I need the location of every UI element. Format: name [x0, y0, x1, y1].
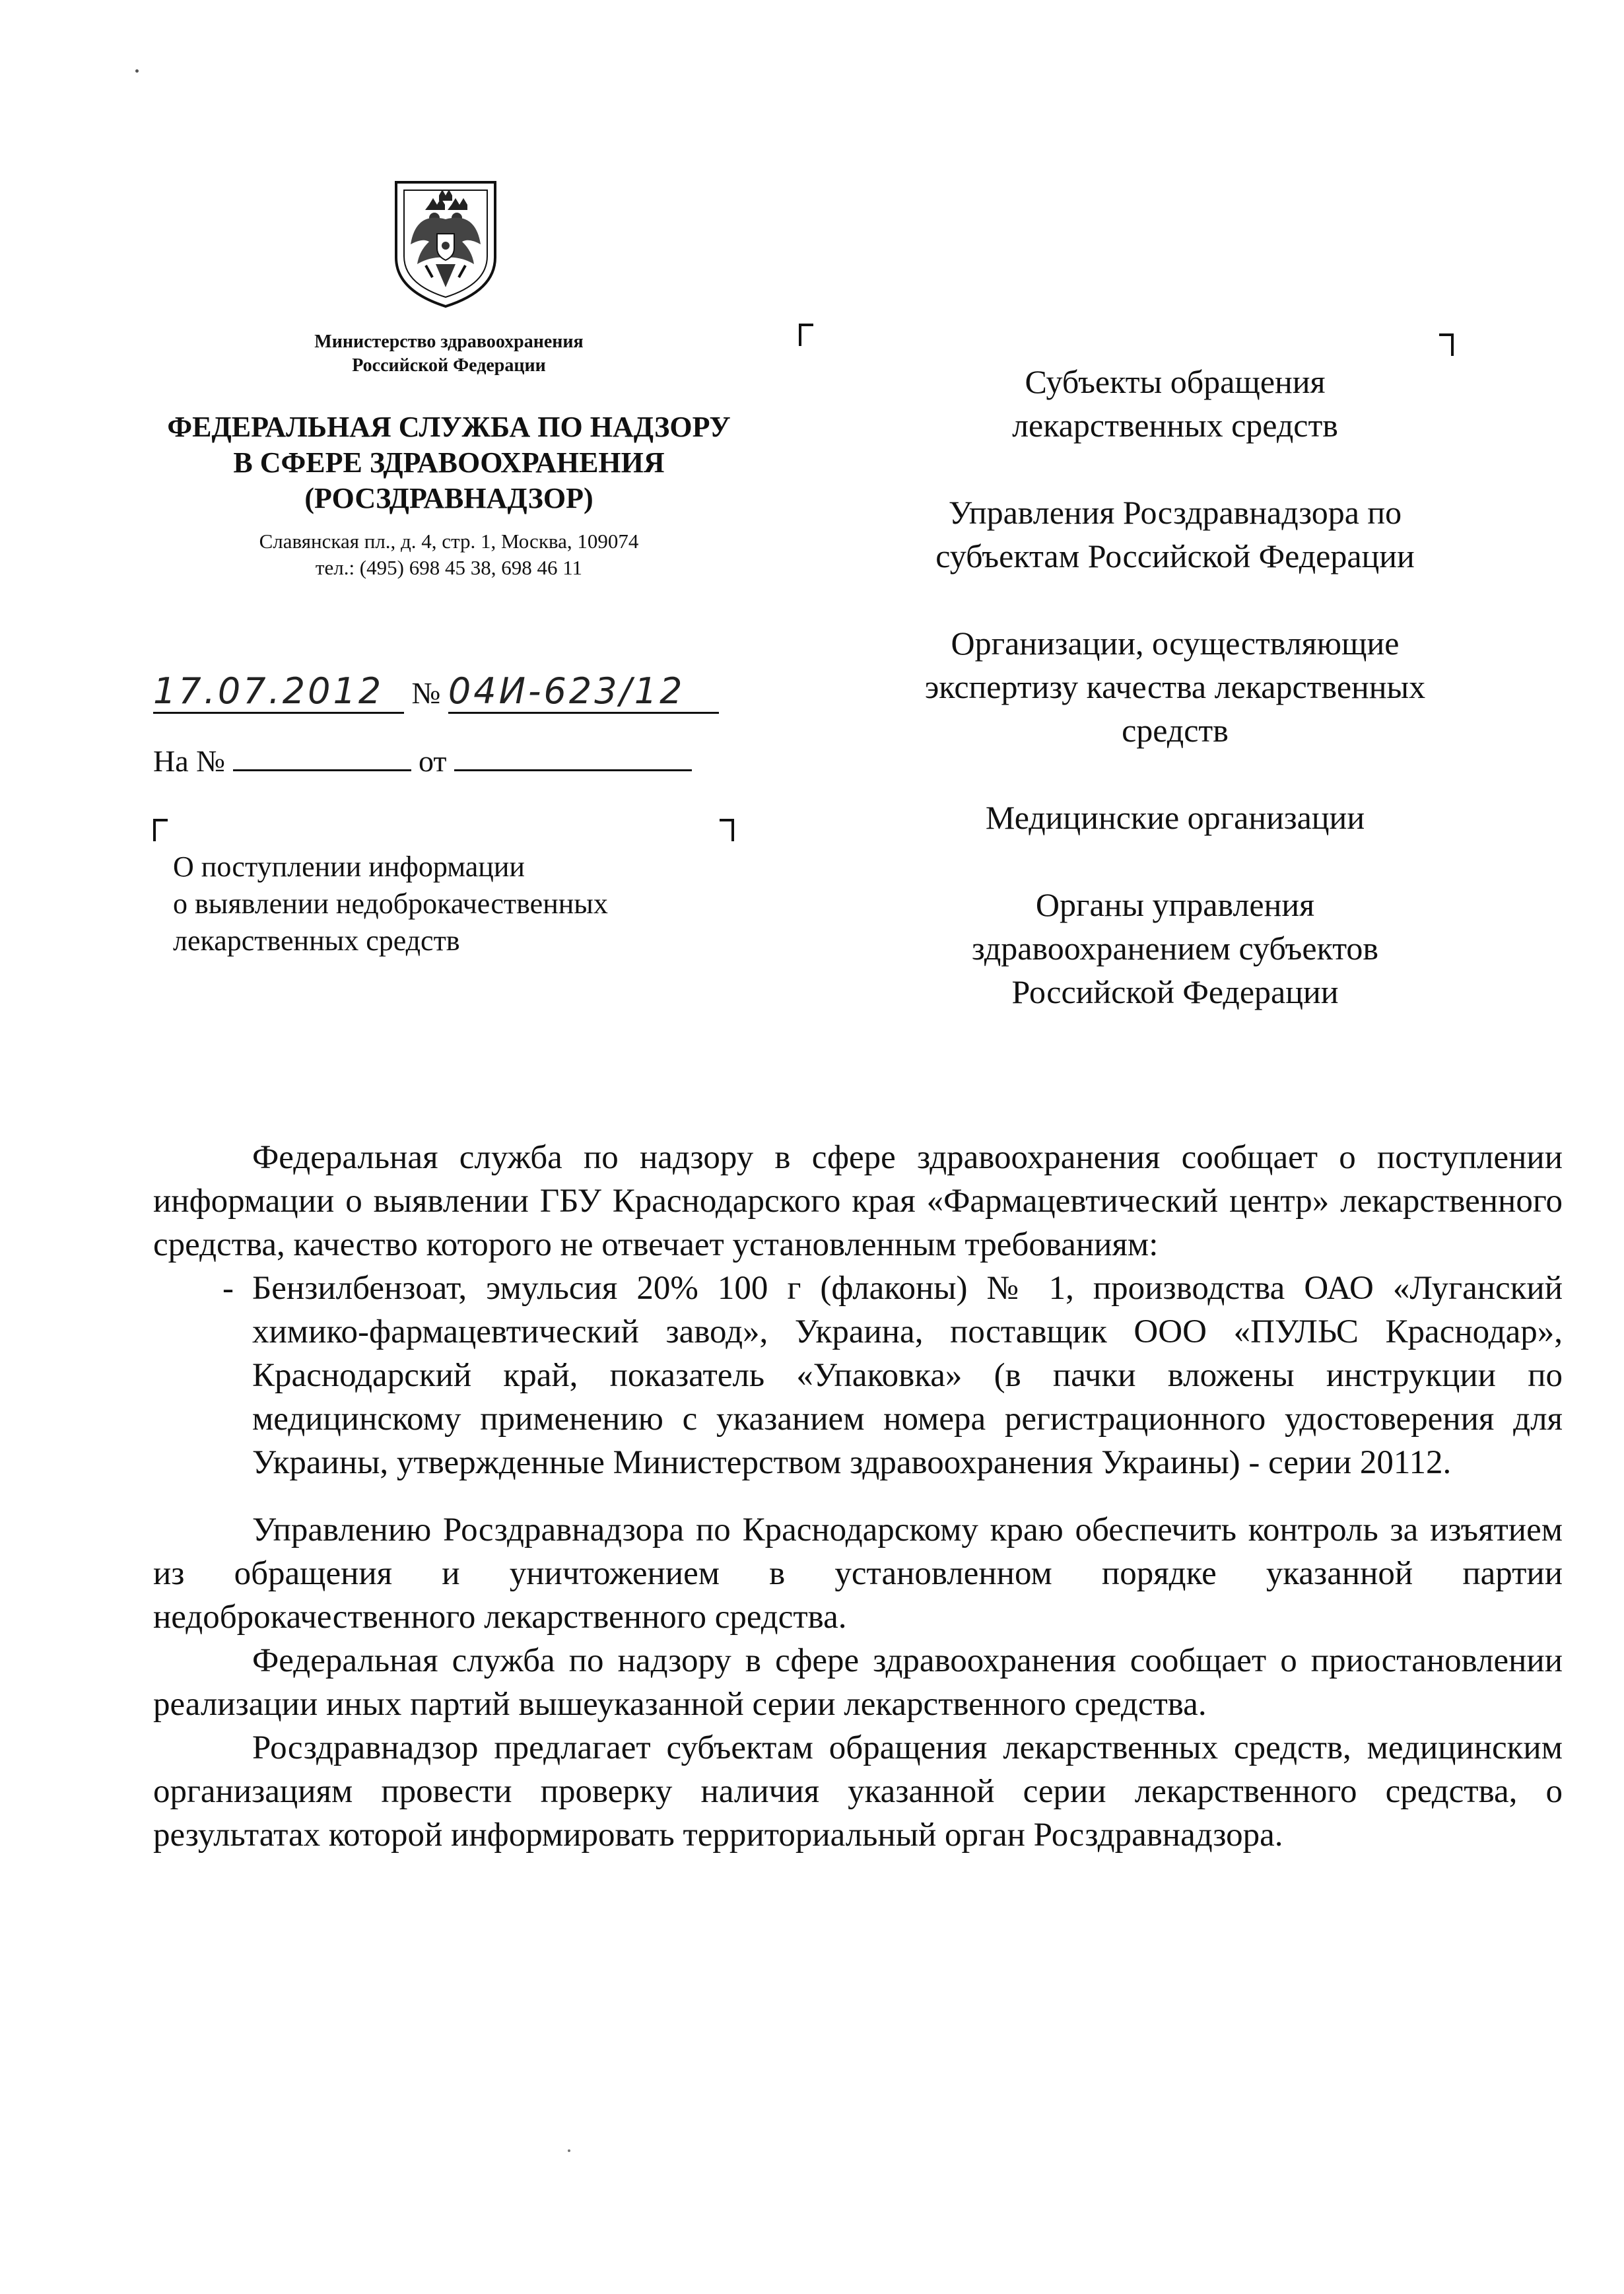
number-sign: №	[411, 676, 441, 710]
subject-line: О поступлении информации	[173, 851, 525, 883]
subject-line: о выявлении недоброкачественных	[173, 887, 608, 920]
recipient-line: Организации, осуществляющие	[951, 625, 1400, 662]
reply-date-label: от	[419, 744, 447, 778]
recipient-bracket-left	[799, 324, 813, 346]
recipient-line: Российской Федерации	[1011, 973, 1339, 1010]
recipient-group	[819, 621, 1532, 752]
body-bullet	[153, 1267, 1563, 1484]
agency-address	[185, 528, 713, 581]
bullet-text: Бензилбензоат, эмульсия 20% 100 г (флаконы) № 1, производства ОАО «Луганский химико-фармацевтический завод», Украина, поставщик ООО «ПУЛЬС Краснодар», Краснодарский край, показатель «Упаковка» (в пачки вложены инструкции по медицинскому применению с указанием номера регистрационного удостоверения для Украины, утвержденные Министерством здравоохранения Украины) - серии 20112.	[252, 1270, 1563, 1481]
subject-line: лекарственных средств	[173, 924, 460, 957]
scan-speck	[568, 2149, 570, 2152]
scan-speck	[135, 69, 139, 73]
recipient-line: лекарственных средств	[1012, 407, 1338, 444]
recipient-line: Субъекты обращения	[1025, 363, 1326, 400]
outgoing-reference	[153, 670, 747, 723]
phone-line: тел.: (495) 698 45 38, 698 46 11	[315, 556, 583, 579]
recipient-line: здравоохранением субъектов	[971, 930, 1379, 967]
recipient-line: Медицинские организации	[985, 799, 1365, 836]
recipient-line: Органы управления	[1035, 886, 1315, 923]
agency-line: (РОСЗДРАВНАДЗОР)	[304, 482, 593, 514]
document-date: 17.07.2012	[153, 670, 404, 714]
recipient-line: субъектам Российской Федерации	[935, 538, 1415, 574]
coat-of-arms-icon	[389, 178, 502, 310]
recipient-group	[819, 883, 1532, 1014]
body-paragraph: Федеральная служба по надзору в сфере здравоохранения сообщает о приостановлении реализации иных партий вышеуказанной серии лекарственного средства.	[153, 1642, 1563, 1723]
recipient-line: экспертизу качества лекарственных	[924, 668, 1426, 705]
ministry-name	[251, 330, 647, 378]
agency-line: ФЕДЕРАЛЬНАЯ СЛУЖБА ПО НАДЗОРУ	[167, 411, 731, 443]
ministry-line: Российской Федерации	[352, 355, 546, 376]
recipient-bracket-right	[1439, 333, 1454, 356]
body-paragraph: Росздравнадзор предлагает субъектам обращения лекарственных средств, медицинским организациям провести проверку наличия указанной серии лекарственного средства, о результатах которой информировать территориальный орган Росздравнадзора.	[153, 1729, 1563, 1854]
body-paragraph: Управлению Росздравнадзора по Краснодарскому краю обеспечить контроль за изъятием из обращения и уничтожением в установленном порядке указанной партии недоброкачественного лекарственного средства.	[153, 1512, 1563, 1636]
recipient-group	[819, 796, 1532, 839]
recipient-group	[819, 491, 1532, 578]
agency-line: В СФЕРЕ ЗДРАВООХРАНЕНИЯ	[233, 446, 665, 479]
bullet-dash: -	[222, 1270, 234, 1307]
reply-number-label: На №	[153, 744, 226, 778]
reply-reference	[153, 743, 747, 780]
recipient-line: Управления Росздравнадзора по	[948, 494, 1402, 531]
body-paragraph: Федеральная служба по надзору в сфере здравоохранения сообщает о поступлении информации о выявлении ГБУ Краснодарского края «Фармацевтический центр» лекарственного средства, качество которого не отвечает установленным требованиям:	[153, 1139, 1563, 1263]
document-number: 04И-623/12	[448, 670, 719, 714]
document-subject	[173, 849, 767, 959]
recipient-line: средств	[1122, 712, 1229, 749]
recipient-group	[819, 360, 1532, 447]
reply-date-field	[454, 743, 692, 771]
reply-number-field	[233, 743, 411, 771]
address-line: Славянская пл., д. 4, стр. 1, Москва, 109074	[259, 530, 639, 553]
ministry-line: Министерство здравоохранения	[314, 331, 584, 352]
recipient-list	[819, 360, 1532, 1014]
subject-bracket-left	[153, 819, 168, 841]
letter-body	[153, 1136, 1563, 1857]
subject-bracket-right	[720, 819, 734, 841]
agency-name	[125, 409, 772, 516]
